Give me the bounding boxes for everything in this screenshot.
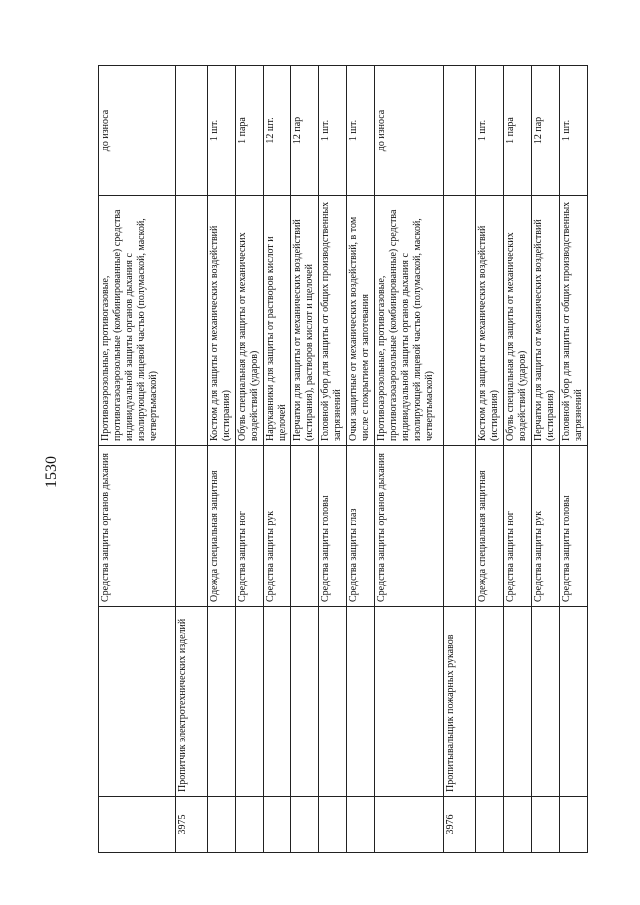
table-row <box>504 66 532 853</box>
item-cell: Очки защитные от механических воздействий, в том числе с покрытием от запотевания <box>347 196 375 446</box>
profession-cell <box>99 607 176 797</box>
page-number: 1530 <box>43 456 60 488</box>
quantity-cell: 1 шт. <box>208 66 236 196</box>
table-body <box>99 66 588 853</box>
quantity-cell: 1 пара <box>504 66 532 196</box>
quantity-cell: 1 шт. <box>476 66 504 196</box>
profession-cell <box>476 607 504 797</box>
item-cell: Перчатки для защиты от механических воздействий (истирания), растворов кислот и щелочей <box>291 196 319 446</box>
row-code-cell <box>319 797 347 853</box>
item-cell: Противоаэрозольные, противогазовые, противогазоаэрозольные (комбинированные) средства индивидуальной защиты органов дыхания с изолирующей лицевой частью (полумаской, маской, четвертьмаской) <box>99 196 176 446</box>
table-row <box>444 66 476 853</box>
item-cell: Костюм для защиты от механических воздействий (истирания) <box>476 196 504 446</box>
profession-cell <box>560 607 588 797</box>
quantity-cell: 1 пара <box>236 66 264 196</box>
table-row <box>476 66 504 853</box>
row-code-cell: 3976 <box>444 797 476 853</box>
item-cell: Противоаэрозольные, противогазовые, противогазоаэрозольные (комбинированные) средства индивидуальной защиты органов дыхания с изолирующей лицевой частью (полумаской, маской, четвертьмаской) <box>375 196 444 446</box>
row-code-cell <box>99 797 176 853</box>
profession-cell <box>532 607 560 797</box>
quantity-cell: 1 шт. <box>560 66 588 196</box>
item-cell: Костюм для защиты от механических воздействий (истирания) <box>208 196 236 446</box>
category-cell: Одежда специальная защитная <box>208 446 236 607</box>
item-cell: Головной убор для защиты от общих производственных загрязнений <box>560 196 588 446</box>
item-cell: Головной убор для защиты от общих производственных загрязнений <box>319 196 347 446</box>
profession-cell <box>375 607 444 797</box>
table-row <box>264 66 291 853</box>
quantity-cell <box>176 66 208 196</box>
category-cell: Средства защиты глаз <box>347 446 375 607</box>
table-row <box>532 66 560 853</box>
profession-cell <box>504 607 532 797</box>
quantity-cell: до износа <box>99 66 176 196</box>
category-cell <box>176 446 208 607</box>
quantity-cell: 1 шт. <box>347 66 375 196</box>
table-row <box>208 66 236 853</box>
quantity-cell: до износа <box>375 66 444 196</box>
table-row <box>176 66 208 853</box>
profession-cell <box>208 607 236 797</box>
row-code-cell <box>532 797 560 853</box>
profession-cell <box>347 607 375 797</box>
item-cell <box>176 196 208 446</box>
row-code-cell <box>291 797 319 853</box>
row-code-cell <box>236 797 264 853</box>
row-code-cell <box>264 797 291 853</box>
row-code-cell <box>347 797 375 853</box>
quantity-cell: 1 шт. <box>319 66 347 196</box>
category-cell: Одежда специальная защитная <box>476 446 504 607</box>
profession-cell <box>236 607 264 797</box>
category-cell: Средства защиты головы <box>319 446 347 607</box>
category-cell: Средства защиты ног <box>236 446 264 607</box>
category-cell: Средства защиты рук <box>264 446 291 607</box>
table-row <box>375 66 444 853</box>
profession-cell: Пропитывальщик пожарных рукавов <box>444 607 476 797</box>
item-cell: Перчатки для защиты от механических воздействий (истирания) <box>532 196 560 446</box>
item-cell <box>444 196 476 446</box>
table-row <box>236 66 264 853</box>
row-code-cell <box>208 797 236 853</box>
row-code-cell <box>560 797 588 853</box>
profession-cell: Пропитчик электротехнических изделий <box>176 607 208 797</box>
category-cell: Средства защиты органов дыхания <box>99 446 176 607</box>
item-cell: Обувь специальная для защиты от механических воздействий (ударов) <box>236 196 264 446</box>
table-row <box>560 66 588 853</box>
row-code-cell <box>476 797 504 853</box>
category-cell: Средства защиты рук <box>532 446 560 607</box>
table-row <box>291 66 319 853</box>
profession-cell <box>291 607 319 797</box>
category-cell: Средства защиты головы <box>560 446 588 607</box>
category-cell <box>444 446 476 607</box>
profession-cell <box>264 607 291 797</box>
quantity-cell: 12 пар <box>532 66 560 196</box>
row-code-cell <box>504 797 532 853</box>
category-cell <box>291 446 319 607</box>
table-row <box>99 66 176 853</box>
item-cell: Обувь специальная для защиты от механических воздействий (ударов) <box>504 196 532 446</box>
profession-cell <box>319 607 347 797</box>
table-row <box>319 66 347 853</box>
row-code-cell: 3975 <box>176 797 208 853</box>
category-cell: Средства защиты органов дыхания <box>375 446 444 607</box>
ppe-table <box>98 65 588 853</box>
quantity-cell <box>444 66 476 196</box>
item-cell: Нарукавники для защиты от растворов кислот и щелочей <box>264 196 291 446</box>
row-code-cell <box>375 797 444 853</box>
rotated-table-frame <box>98 66 584 853</box>
quantity-cell: 12 шт. <box>264 66 291 196</box>
quantity-cell: 12 пар <box>291 66 319 196</box>
category-cell: Средства защиты ног <box>504 446 532 607</box>
table-sheet <box>98 66 588 853</box>
table-row <box>347 66 375 853</box>
